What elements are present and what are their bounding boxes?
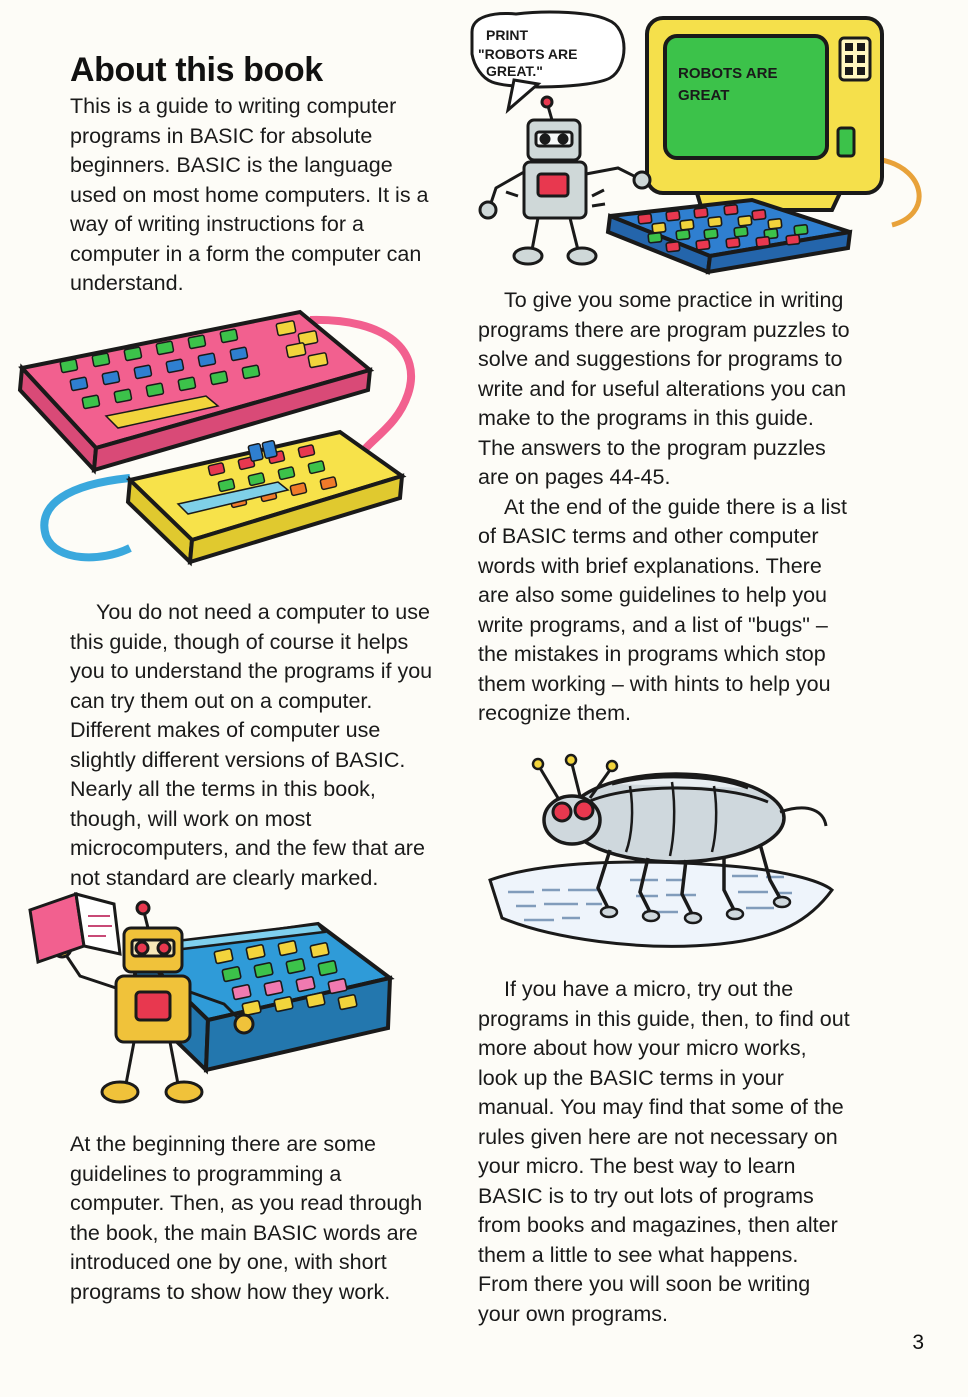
left-column-part-3 <box>70 1130 440 1307</box>
screen-line-1: ROBOTS ARE <box>678 65 778 82</box>
robot-at-computer-illustration <box>452 10 952 292</box>
computer-bug-on-printout-illustration <box>480 740 860 965</box>
right-column <box>478 286 850 729</box>
right-column-part-2 <box>478 975 850 1329</box>
left-paragraph-2: You do not need a computer to use this guide, though of course it helps you to understand the programs if you can try them out on a computer. Different makes of computer use slightly different versions of BASIC. Nearly all the terms in this book, though, will work on most microcomputers, and the few that are not standard are clearly marked. <box>70 600 433 890</box>
left-column-part-2 <box>70 598 440 893</box>
speech-line-3: GREAT." <box>486 63 543 79</box>
robot-reading-book-illustration <box>18 880 418 1130</box>
left-column <box>70 92 440 299</box>
left-paragraph-1: This is a guide to writing computer programs in BASIC for absolute beginners. BASIC is the language used on most home computers. It is a way of writing instructions for a computer in a form the computer can understand. <box>70 94 429 295</box>
two-keyboards-illustration <box>10 290 440 590</box>
page-number: 3 <box>912 1331 924 1354</box>
speech-line-1: PRINT <box>486 27 528 43</box>
screen-line-2: GREAT <box>678 87 730 104</box>
right-paragraph-2: At the end of the guide there is a list of BASIC terms and other computer words with brief explanations. There are also some guidelines to help you write programs, and a list of "bugs" – the mistakes in programs which stop them working – with hints to help you recognize them. <box>478 494 848 725</box>
right-paragraph-1: To give you some practice in writing programs there are program puzzles to solve and suggestions for programs to write and for useful alterations you can make to the programs in this guide. The answers to the program puzzles are on pages 44-45. <box>478 288 850 489</box>
right-paragraph-3: If you have a micro, try out the programs in this guide, then, to find out more about how your micro works, look up the BASIC terms in your manual. You may find that some of the rules given here are not necessary on your micro. The best way to learn BASIC is to try out lots of programs from books and magazines, then alter them a little to see what happens. From there you will soon be writing your own programs. <box>478 977 850 1326</box>
speech-line-2: "ROBOTS ARE <box>478 46 578 62</box>
page-title: About this book <box>70 50 323 89</box>
left-paragraph-3: At the beginning there are some guidelines to programming a computer. Then, as you read through the book, the main BASIC words are introduced one by one, with short programs to show how they work. <box>70 1132 423 1304</box>
